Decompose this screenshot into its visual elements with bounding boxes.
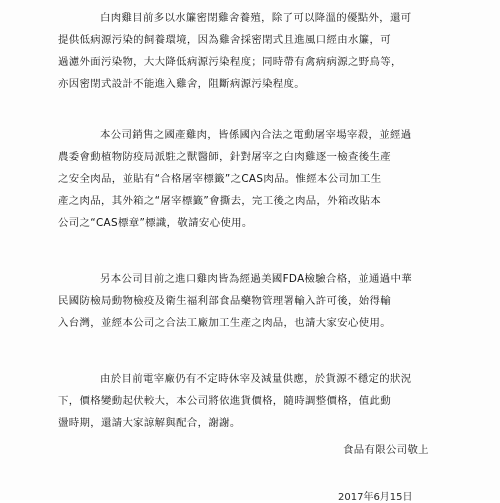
text-line: 盪時期，還請大家諒解與配合，謝謝。 [58,417,241,429]
text-line: 亦因密閉式設計不能進入雞舍，阻斷病源污染程度。 [58,78,306,90]
text-line: 農委會動植物防疫局派駐之獸醫師，針對屠宰之白肉雞逐一檢查後生產 [58,151,391,163]
text-line: 由於目前電宰廠仍有不定時休宰及減量供應，於貨源不穩定的狀況 [100,373,412,385]
text-line: 提供低病源污染的飼養環境，因為雞舍採密閉式且進風口經由水簾，可 [58,34,391,46]
signature: 食品有限公司敬上 [343,444,429,456]
text-line: 入台灣，並經本公司之合法工廠加工生產之肉品，也請大家安心使用。 [58,317,391,329]
paragraph-imported-chicken [58,268,450,334]
paragraph-price-notice [58,368,450,434]
text-line: 白肉雞目前多以水簾密閉雞舍養殖，除了可以降溫的優點外，還可 [100,12,412,24]
text-line: 下，價格變動起伏較大，本公司將依進貨價格，隨時調整價格，值此動 [58,395,391,407]
text-line: 產之肉品，其外箱之“屠宰標籤”會撕去，完工後之肉品，外箱改貼本 [58,195,381,207]
text-line: 另本公司目前之進口雞肉皆為經過美國FDA檢驗合格，並通過中華 [100,273,412,285]
text-line: 公司之“CAS標章”標識，敬請安心使用。 [58,217,253,229]
paragraph-domestic-chicken [58,124,450,234]
text-line: 本公司銷售之國產雞肉，皆係國內合法之電動屠宰場宰殺，並經過 [100,129,412,141]
text-line: 過濾外面污染物，大大降低病源污染程度；同時帶有禽病病源之野鳥等， [58,56,402,68]
paragraph-farming [58,7,450,95]
text-line: 之安全肉品，並貼有“合格屠宰標籤”之CAS肉品。惟經本公司加工生 [58,173,382,185]
document-date: 2017年6月15日 [338,492,413,503]
text-line: 民國防檢局動物檢疫及衛生福利部食品藥物管理署輸入許可後，始得輸 [58,295,391,307]
